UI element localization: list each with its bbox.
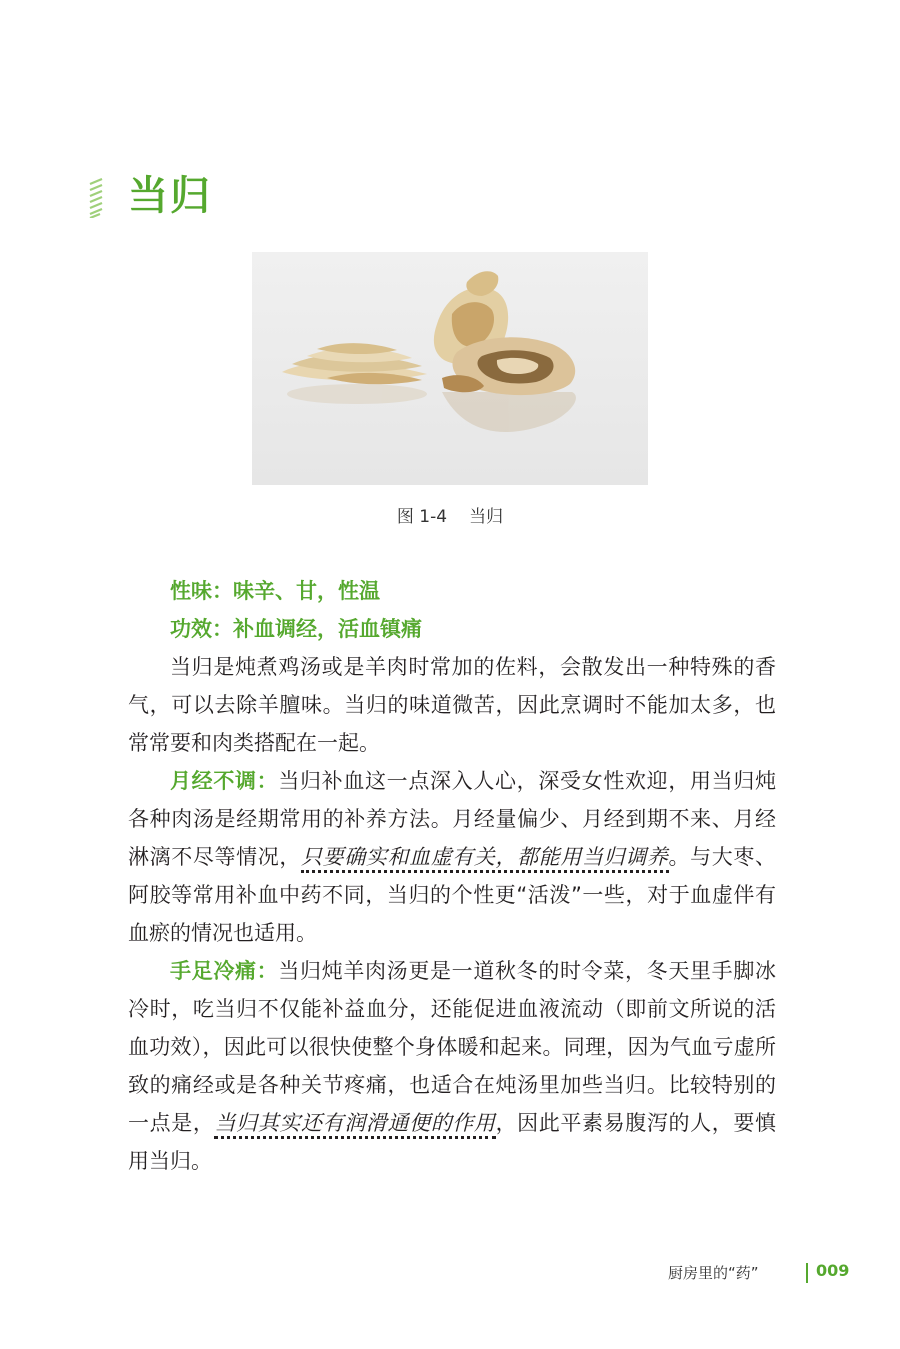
effect-value: 补血调经，活血镇痛 <box>233 617 422 641</box>
menstrual-label: 月经不调： <box>170 769 279 793</box>
cold-limbs-text-a: 当归炖羊肉汤更是一道秋冬的时令菜，冬天里手脚冰冷时，吃当归不仅能补益血分，还能促进血液流动（即前文所说的活血功效），因此可以很快使整个身体暖和起来。同理，因为气血亏虚所致的痛经或是各种关节疼痛，也适合在炖汤里加些当归。比较特别的一点是， <box>128 959 777 1135</box>
property-taste <box>128 572 776 610</box>
footer-book-title: 厨房里的“药” <box>668 1264 759 1282</box>
article-body <box>128 572 776 1180</box>
effect-label: 功效： <box>170 617 233 641</box>
page-title: 当归 <box>128 173 212 219</box>
cold-limbs-highlight: 当归其实还有润滑通便的作用 <box>214 1111 495 1139</box>
paragraph-menstrual <box>128 762 776 952</box>
footer-divider <box>806 1263 808 1283</box>
figure-caption <box>0 502 900 527</box>
figure-caption-text: 当归 <box>469 507 504 527</box>
angelica-slices-image <box>252 252 648 485</box>
property-effect <box>128 610 776 648</box>
cold-limbs-label: 手足冷痛： <box>170 959 279 983</box>
figure-label: 图 1-4 <box>396 507 448 527</box>
page-number: 009 <box>816 1261 850 1280</box>
cold-limbs-text-b: ，因此平素易腹泻的人，要慎用当归。 <box>128 1111 777 1173</box>
taste-value: 味辛、甘，性温 <box>233 579 380 603</box>
menstrual-text-a: 当归补血这一点深入人心，深受女性欢迎，用当归炖各种肉汤是经期常用的补养方法。月经量偏少、月经到期不来、月经淋漓不尽等情况， <box>128 769 777 869</box>
menstrual-highlight: 只要确实和血虚有关，都能用当归调养 <box>301 845 669 873</box>
paragraph-cold-limbs <box>128 952 776 1180</box>
title-stripe-icon <box>88 178 104 218</box>
paragraph-intro: 当归是炖煮鸡汤或是羊肉时常加的佐料，会散发出一种特殊的香气，可以去除羊膻味。当归的味道微苦，因此烹调时不能加太多，也常常要和肉类搭配在一起。 <box>128 655 776 755</box>
menstrual-text-b: 。与大枣、阿胶等常用补血中药不同，当归的个性更“活泼”一些，对于血虚伴有血瘀的情况也适用。 <box>128 845 777 945</box>
angelica-photo <box>252 252 648 485</box>
taste-label: 性味： <box>170 579 233 603</box>
